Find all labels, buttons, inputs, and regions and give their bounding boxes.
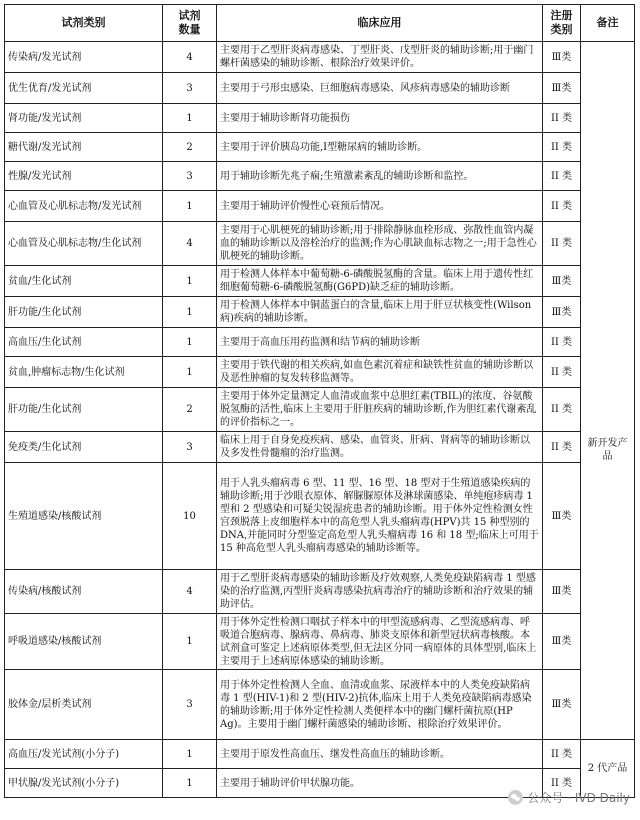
row-class: II 类 — [543, 104, 581, 133]
table-row — [5, 432, 635, 463]
row-category: 心血管及心肌标志物/发光试剂 — [5, 191, 163, 222]
row-count: 1 — [163, 266, 217, 297]
row-category: 高血压/生化试剂 — [5, 328, 163, 357]
row-application: 主要用于评价胰岛功能,Ⅰ型糖尿病的辅助诊断。 — [217, 133, 543, 162]
row-class: II 类 — [543, 740, 581, 769]
row-count: 4 — [163, 222, 217, 266]
header-class: 注册 类别 — [543, 5, 581, 42]
wechat-icon — [508, 790, 523, 805]
row-class: II 类 — [543, 328, 581, 357]
row-application: 临床上用于自身免疫疾病、感染、血管炎、肝病、肾病等的辅助诊断以及多发性骨髓瘤的治疗监测。 — [217, 432, 543, 463]
table-row — [5, 104, 635, 133]
row-class: Ⅲ类 — [543, 463, 581, 570]
row-count: 1 — [163, 740, 217, 769]
row-class: II 类 — [543, 357, 581, 388]
table-row — [5, 570, 635, 614]
row-class: II 类 — [543, 222, 581, 266]
table-row — [5, 297, 635, 328]
row-count: 1 — [163, 191, 217, 222]
row-application: 用于人乳头瘤病毒 6 型、11 型、16 型、18 型对于生殖道感染疾病的辅助诊断;用于沙眼衣原体、解脲脲原体及淋球菌感染、单纯疱疹病毒 1 型和 2 型感染和可疑尖锐湿疣患者的辅助诊断。用于体外定性检测女性宫颈脱落上皮细胞样本中的高危型人乳头瘤病毒(HPV)共 15 种型别的 DNA,并能同时分型鉴定高危型人乳头瘤病毒 16 和 18 型;临床上可用于 15 种高危型人乳头瘤病毒感染的辅助诊断等。 — [217, 463, 543, 570]
note-new-products: 新开发产品 — [581, 42, 635, 740]
table-row — [5, 463, 635, 570]
row-category: 心血管及心肌标志物/生化试剂 — [5, 222, 163, 266]
row-count: 1 — [163, 769, 217, 798]
row-count: 1 — [163, 328, 217, 357]
header-category: 试剂类别 — [5, 5, 163, 42]
row-class: Ⅲ类 — [543, 73, 581, 104]
row-category: 高血压/发光试剂(小分子) — [5, 740, 163, 769]
row-class: Ⅲ类 — [543, 42, 581, 73]
row-count: 3 — [163, 670, 217, 740]
table-row — [5, 357, 635, 388]
table-row — [5, 388, 635, 432]
row-count: 1 — [163, 297, 217, 328]
row-category: 肝功能/生化试剂 — [5, 388, 163, 432]
row-category: 贫血/生化试剂 — [5, 266, 163, 297]
row-application: 主要用于辅助评价慢性心衰预后情况。 — [217, 191, 543, 222]
note-gen2-products: 2 代产品 — [581, 740, 635, 798]
table-row — [5, 191, 635, 222]
header-count: 试剂 数量 — [163, 5, 217, 42]
row-category: 胶体金/层析类试剂 — [5, 670, 163, 740]
row-category: 甲状腺/发光试剂(小分子) — [5, 769, 163, 798]
table-row — [5, 42, 635, 73]
row-count: 2 — [163, 133, 217, 162]
table-row — [5, 162, 635, 191]
row-application: 用于体外定性检测人全血、血清或血浆、尿液样本中的人类免疫缺陷病毒 1 型(HIV-1)和 2 型(HIV-2)抗体,临床上用于人类免疫缺陷病毒感染的辅助诊断;用于体外定性检测人类便样本中的幽门螺杆菌抗原(HP Ag)。主要用于幽门螺杆菌感染的辅助诊断、根除治疗效果评价。 — [217, 670, 543, 740]
row-count: 1 — [163, 357, 217, 388]
table-row — [5, 328, 635, 357]
row-category: 糖代谢/发光试剂 — [5, 133, 163, 162]
row-application: 主要用于弓形虫感染、巨细胞病毒感染、风疹病毒感染的辅助诊断 — [217, 73, 543, 104]
row-application: 用于乙型肝炎病毒感染的辅助诊断及疗效观察,人类免疫缺陷病毒 1 型感染的治疗监测,丙型肝炎病毒感染抗病毒治疗的辅助诊断和治疗效果的辅助评估。 — [217, 570, 543, 614]
row-application: 用于体外定性检测口咽拭子样本中的甲型流感病毒、乙型流感病毒、呼吸道合胞病毒、腺病毒、鼻病毒、肺炎支原体和新型冠状病毒核酸。本试剂盒可鉴定上述病原体类型,但无法区分同一病原体的具体型别,临床上主要用于上述病原体感染的辅助诊断。 — [217, 614, 543, 670]
row-class: Ⅲ类 — [543, 570, 581, 614]
watermark — [508, 789, 630, 806]
row-category: 肾功能/发光试剂 — [5, 104, 163, 133]
row-category: 呼吸道感染/核酸试剂 — [5, 614, 163, 670]
table-row — [5, 73, 635, 104]
table-row — [5, 670, 635, 740]
row-category: 传染病/发光试剂 — [5, 42, 163, 73]
row-category: 肝功能/生化试剂 — [5, 297, 163, 328]
row-application: 主要用于高血压用药监测和结节病的辅助诊断 — [217, 328, 543, 357]
row-class: II 类 — [543, 432, 581, 463]
row-count: 3 — [163, 432, 217, 463]
row-category: 性腺/发光试剂 — [5, 162, 163, 191]
row-application: 主要用于原发性高血压、继发性高血压的辅助诊断。 — [217, 740, 543, 769]
row-count: 4 — [163, 42, 217, 73]
row-count: 4 — [163, 570, 217, 614]
table-row — [5, 266, 635, 297]
row-count: 3 — [163, 73, 217, 104]
table-header-row — [5, 5, 635, 42]
table-row — [5, 222, 635, 266]
row-application: 用于检测人体样本中铜蓝蛋白的含量,临床上用于肝豆状核变性(Wilson病)疾病的辅助诊断。 — [217, 297, 543, 328]
row-class: Ⅲ类 — [543, 266, 581, 297]
row-application: 用于检测人体样本中葡萄糖-6-磷酸脱氢酶的含量。临床上用于遗传性红细胞葡萄糖-6-磷酸脱氢酶(G6PD)缺乏症的辅助诊断。 — [217, 266, 543, 297]
row-application: 主要用于辅助评价甲状腺功能。 — [217, 769, 543, 798]
row-class: II 类 — [543, 162, 581, 191]
table-row — [5, 133, 635, 162]
row-class: II 类 — [543, 388, 581, 432]
header-note: 备注 — [581, 5, 635, 42]
watermark-text: 公众号 · IVD Daily — [527, 791, 630, 805]
row-application: 主要用于辅助诊断肾功能损伤 — [217, 104, 543, 133]
row-class: Ⅲ类 — [543, 297, 581, 328]
row-application: 用于辅助诊断先兆子痫;生殖激素紊乱的辅助诊断和监控。 — [217, 162, 543, 191]
row-count: 1 — [163, 104, 217, 133]
row-application: 主要用于体外定量测定人血清或血浆中总胆红素(TBIL)的浓度、谷氨酸脱氢酶的活性,临床上主要用于肝脏疾病的辅助诊断,作为胆红素代谢紊乱的评价指标之一。 — [217, 388, 543, 432]
reagent-table — [4, 4, 635, 798]
row-class: Ⅲ类 — [543, 614, 581, 670]
row-category: 免疫类/生化试剂 — [5, 432, 163, 463]
table-row — [5, 614, 635, 670]
row-category: 优生优育/发光试剂 — [5, 73, 163, 104]
row-category: 贫血,肿瘤标志物/生化试剂 — [5, 357, 163, 388]
row-category: 传染病/核酸试剂 — [5, 570, 163, 614]
row-application: 主要用于铁代谢的相关疾病,如血色素沉着症和缺铁性贫血的辅助诊断以及恶性肿瘤的复发转移监测等。 — [217, 357, 543, 388]
header-application: 临床应用 — [217, 5, 543, 42]
row-class: Ⅲ类 — [543, 670, 581, 740]
row-category: 生殖道感染/核酸试剂 — [5, 463, 163, 570]
row-count: 3 — [163, 162, 217, 191]
row-count: 2 — [163, 388, 217, 432]
row-count: 1 — [163, 614, 217, 670]
row-class: II 类 — [543, 191, 581, 222]
row-application: 主要用于心肌梗死的辅助诊断;用于排除静脉血栓形成、弥散性血管内凝血的辅助诊断以及溶栓治疗的监测;作为心肌缺血标志物之一;用于急性心肌梗死的辅助诊断。 — [217, 222, 543, 266]
row-class: II 类 — [543, 133, 581, 162]
row-class: II 类 — [543, 769, 581, 798]
row-application: 主要用于乙型肝炎病毒感染、丁型肝炎、戊型肝炎的辅助诊断;用于幽门螺杆菌感染的辅助诊断、根除治疗效果评价。 — [217, 42, 543, 73]
row-count: 10 — [163, 463, 217, 570]
table-row — [5, 740, 635, 769]
